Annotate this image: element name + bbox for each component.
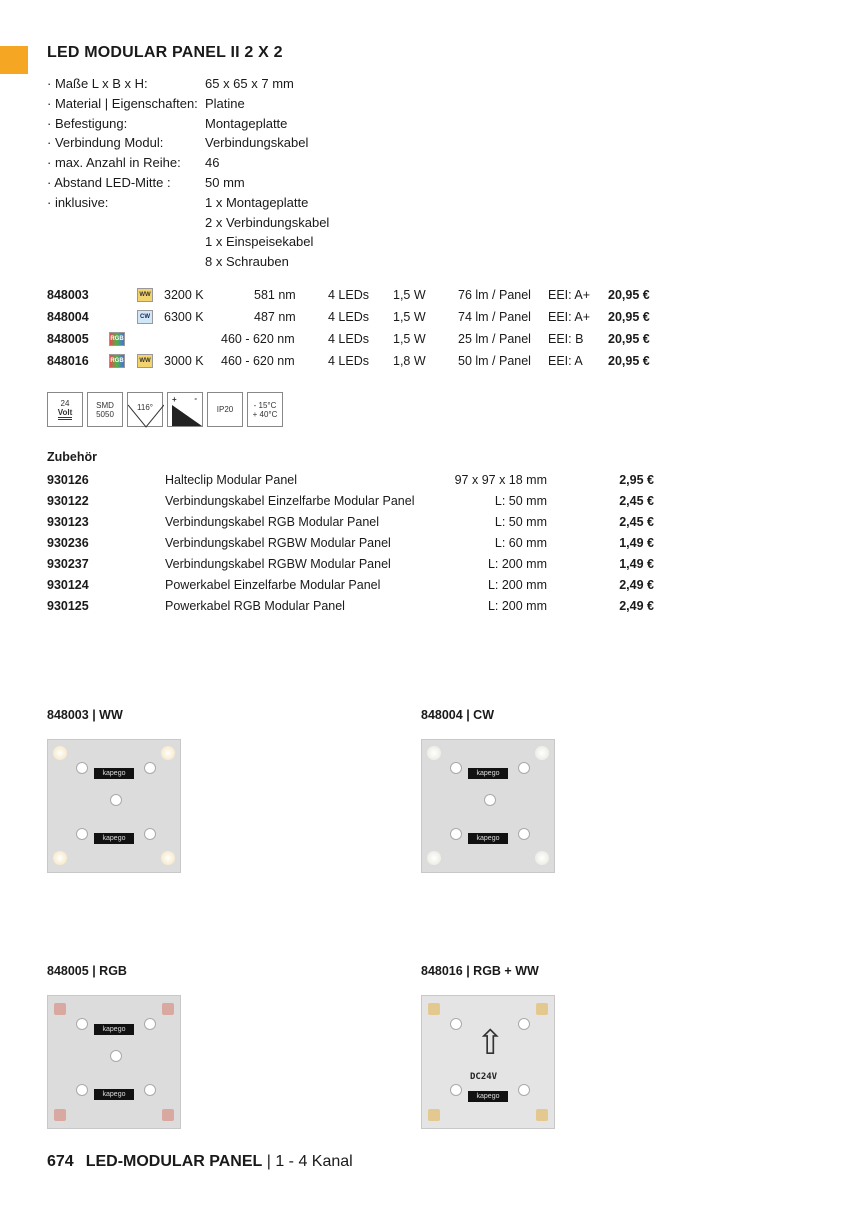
- brand-logo: kapego: [468, 768, 508, 779]
- accessory-size: L: 200 mm: [487, 557, 547, 571]
- price: 2,49 €: [619, 599, 654, 613]
- led-icon: [535, 746, 549, 760]
- accessory-name: Powerkabel RGB Modular Panel: [165, 599, 345, 613]
- brand-logo: kapego: [94, 833, 134, 844]
- spec-label: · max. Anzahl in Reihe:: [47, 155, 181, 171]
- spec-row: [47, 232, 329, 252]
- wavelength: 487 nm: [254, 310, 296, 324]
- cw-badge-icon: CW: [137, 310, 153, 324]
- accessory-size: L: 60 mm: [494, 536, 547, 550]
- brand-logo: kapego: [468, 1091, 508, 1102]
- spec-label: [47, 252, 205, 272]
- article-number: 930122: [47, 494, 89, 508]
- temperature-range-icon: [247, 392, 283, 427]
- product-caption-cw: 848004 | CW: [421, 708, 494, 722]
- product-image-rgb: [47, 995, 181, 1129]
- led-icon: [54, 1003, 66, 1015]
- dim-minus: -: [194, 394, 197, 403]
- page-footer: [47, 1153, 353, 1171]
- led-icon: [162, 1003, 174, 1015]
- mount-hole-icon: [76, 1084, 88, 1096]
- product-row: [47, 285, 667, 307]
- spec-row: [47, 133, 329, 153]
- arrow-up-icon: ⇧: [476, 1024, 505, 1062]
- accessory-name: Verbindungskabel RGBW Modular Panel: [165, 536, 391, 550]
- spec-label: [47, 232, 205, 252]
- voltage-value: 24: [60, 399, 70, 408]
- luminous-flux: 50 lm / Panel: [458, 354, 531, 368]
- price: 20,95 €: [608, 288, 650, 302]
- brand-logo: kapego: [94, 768, 134, 779]
- product-table: [47, 285, 667, 373]
- price: 1,49 €: [619, 536, 654, 550]
- rgb-badge-icon: RGB: [109, 354, 125, 368]
- spec-label: · Befestigung:: [47, 115, 128, 131]
- page-title: LED MODULAR PANEL II 2 X 2: [47, 44, 283, 61]
- article-number: 930123: [47, 515, 89, 529]
- accessory-name: Verbindungskabel RGBW Modular Panel: [165, 557, 391, 571]
- spec-label: [47, 213, 205, 233]
- spec-value: Verbindungskabel: [205, 135, 309, 151]
- spec-value: 65 x 65 x 7 mm: [205, 76, 294, 91]
- mount-hole-icon: [518, 762, 530, 774]
- spec-label: · Verbindung Modul:: [47, 135, 164, 151]
- temp-min: - 15°C: [253, 400, 277, 410]
- led-icon: [53, 746, 67, 760]
- voltage-unit: Volt: [58, 408, 73, 420]
- mount-hole-icon: [450, 828, 462, 840]
- caption-id: 848016: [421, 964, 463, 978]
- spec-row: [47, 193, 329, 213]
- led-icon: [536, 1003, 548, 1015]
- beam-angle-value: 116°: [137, 403, 153, 412]
- spec-label: · Material | Eigenschaften:: [47, 95, 198, 111]
- led-count: 4 LEDs: [328, 332, 369, 346]
- accessory-row: [47, 534, 657, 555]
- spec-row: [47, 153, 329, 173]
- spec-row: [47, 74, 329, 94]
- product-row: [47, 329, 667, 351]
- spec-row: [47, 173, 329, 193]
- mount-hole-icon: [144, 828, 156, 840]
- color-temperature: 3200 K: [164, 288, 204, 302]
- wavelength: 460 - 620 nm: [221, 332, 295, 346]
- spec-label: · Maße L x B x H:: [47, 76, 148, 91]
- mount-hole-icon: [144, 1084, 156, 1096]
- accessory-name: Verbindungskabel Einzelfarbe Modular Panel: [165, 494, 415, 508]
- brand-logo: kapego: [468, 833, 508, 844]
- caption-type: RGB + WW: [473, 964, 539, 978]
- brand-logo: kapego: [94, 1089, 134, 1100]
- accessory-row: [47, 492, 657, 513]
- article-number: 930125: [47, 599, 89, 613]
- page-number: 674: [47, 1153, 74, 1170]
- mount-hole-icon: [450, 1018, 462, 1030]
- smd-label: SMD: [96, 400, 114, 410]
- led-icon: [162, 1109, 174, 1121]
- price: 2,95 €: [619, 473, 654, 487]
- energy-class: EEI: A+: [548, 310, 591, 324]
- product-image-ww: [47, 739, 181, 873]
- accessory-size: L: 200 mm: [487, 578, 547, 592]
- spec-value: 2 x Verbindungskabel: [205, 214, 330, 230]
- power: 1,8 W: [393, 354, 426, 368]
- accessories-table: [47, 471, 657, 618]
- spec-row: [47, 213, 329, 233]
- price: 20,95 €: [608, 332, 650, 346]
- spec-value: 1 x Einspeisekabel: [205, 234, 314, 250]
- spec-value: Platine: [205, 95, 245, 111]
- mount-hole-icon: [450, 762, 462, 774]
- accessory-name: Verbindungskabel RGB Modular Panel: [165, 515, 380, 529]
- article-number: 848005: [47, 332, 89, 346]
- led-icon: [427, 746, 441, 760]
- article-number: 930124: [47, 578, 89, 592]
- footer-subtitle: | 1 - 4 Kanal: [266, 1153, 353, 1170]
- spec-value: 50 mm: [205, 174, 245, 190]
- spec-value: 8 x Schrauben: [205, 254, 289, 270]
- feature-icons: [47, 392, 283, 427]
- led-icon: [427, 851, 441, 865]
- price: 2,45 €: [619, 515, 654, 529]
- mount-hole-icon: [144, 1018, 156, 1030]
- wavelength: 460 - 620 nm: [221, 354, 295, 368]
- spec-label: · inklusive:: [47, 194, 109, 210]
- mount-hole-icon: [110, 1050, 122, 1062]
- color-temperature: 6300 K: [164, 310, 204, 324]
- price: 2,45 €: [619, 494, 654, 508]
- luminous-flux: 76 lm / Panel: [458, 288, 531, 302]
- luminous-flux: 25 lm / Panel: [458, 332, 531, 346]
- ip-value: IP20: [216, 405, 234, 414]
- spec-row: [47, 114, 329, 134]
- power: 1,5 W: [393, 288, 426, 302]
- caption-id: 848005: [47, 964, 89, 978]
- mount-hole-icon: [110, 794, 122, 806]
- article-number: 930237: [47, 557, 89, 571]
- beam-angle-icon: [127, 392, 163, 427]
- spec-row: [47, 94, 329, 114]
- energy-class: EEI: A+: [548, 288, 591, 302]
- mount-hole-icon: [76, 1018, 88, 1030]
- dimmable-icon: [167, 392, 203, 427]
- accessory-name: Powerkabel Einzelfarbe Modular Panel: [165, 578, 381, 592]
- article-number: 848004: [47, 310, 89, 324]
- article-number: 930126: [47, 473, 89, 487]
- price: 2,49 €: [619, 578, 654, 592]
- caption-type: RGB: [99, 964, 127, 978]
- brand-logo: kapego: [94, 1024, 134, 1035]
- led-icon: [428, 1003, 440, 1015]
- price: 20,95 €: [608, 310, 650, 324]
- price: 1,49 €: [619, 557, 654, 571]
- footer-title: LED-MODULAR PANEL: [85, 1153, 263, 1170]
- mount-hole-icon: [144, 762, 156, 774]
- led-icon: [161, 851, 175, 865]
- mount-hole-icon: [76, 762, 88, 774]
- spec-value: 46: [205, 155, 220, 171]
- led-icon: [161, 746, 175, 760]
- temp-max: + 40°C: [252, 409, 278, 419]
- accessory-row: [47, 555, 657, 576]
- color-temperature: 3000 K: [164, 354, 204, 368]
- mount-hole-icon: [518, 828, 530, 840]
- mount-hole-icon: [450, 1084, 462, 1096]
- led-count: 4 LEDs: [328, 310, 369, 324]
- power: 1,5 W: [393, 332, 426, 346]
- led-icon: [535, 851, 549, 865]
- article-number: 848016: [47, 354, 89, 368]
- product-image-cw: [421, 739, 555, 873]
- led-icon: [53, 851, 67, 865]
- voltage-marking: DC24V: [470, 1072, 498, 1082]
- accessory-size: L: 200 mm: [487, 599, 547, 613]
- energy-class: EEI: B: [548, 332, 584, 346]
- led-icon: [428, 1109, 440, 1121]
- caption-id: 848003: [47, 708, 89, 722]
- wavelength: 581 nm: [254, 288, 296, 302]
- dim-plus: +: [172, 395, 177, 404]
- accessories-heading: Zubehör: [47, 450, 97, 464]
- spec-row: [47, 252, 329, 272]
- accessory-size: 97 x 97 x 18 mm: [454, 473, 547, 487]
- smd-type: 5050: [96, 409, 114, 419]
- led-count: 4 LEDs: [328, 354, 369, 368]
- mount-hole-icon: [76, 828, 88, 840]
- caption-type: WW: [99, 708, 123, 722]
- accessory-row: [47, 597, 657, 618]
- product-caption-ww: 848003 | WW: [47, 708, 123, 722]
- caption-type: CW: [473, 708, 494, 722]
- article-number: 848003: [47, 288, 89, 302]
- mount-hole-icon: [518, 1084, 530, 1096]
- energy-class: EEI: A: [548, 354, 583, 368]
- mount-hole-icon: [518, 1018, 530, 1030]
- accessory-row: [47, 576, 657, 597]
- price: 20,95 €: [608, 354, 650, 368]
- voltage-icon: [47, 392, 83, 427]
- rgb-badge-icon: RGB: [109, 332, 125, 346]
- spec-label: · Abstand LED-Mitte :: [47, 174, 171, 190]
- spec-value: 1 x Montageplatte: [205, 194, 309, 210]
- accessory-name: Halteclip Modular Panel: [165, 473, 298, 487]
- product-caption-rgb-ww: 848016 | RGB + WW: [421, 964, 539, 978]
- luminous-flux: 74 lm / Panel: [458, 310, 531, 324]
- accessory-size: L: 50 mm: [494, 494, 547, 508]
- power: 1,5 W: [393, 310, 426, 324]
- mount-hole-icon: [484, 794, 496, 806]
- ww-badge-icon: WW: [137, 288, 153, 302]
- accessory-size: L: 50 mm: [494, 515, 547, 529]
- ww-badge-icon: WW: [137, 354, 153, 368]
- spec-value: Montageplatte: [205, 115, 288, 131]
- spec-list: [47, 74, 329, 272]
- led-icon: [54, 1109, 66, 1121]
- product-caption-rgb: 848005 | RGB: [47, 964, 127, 978]
- accessory-row: [47, 513, 657, 534]
- article-number: 930236: [47, 536, 89, 550]
- accessory-row: [47, 471, 657, 492]
- product-row: [47, 351, 667, 373]
- smd-icon: [87, 392, 123, 427]
- product-image-rgb-ww: [421, 995, 555, 1129]
- led-icon: [536, 1109, 548, 1121]
- product-row: [47, 307, 667, 329]
- ip-rating-icon: [207, 392, 243, 427]
- section-tab-marker: [0, 46, 28, 74]
- led-count: 4 LEDs: [328, 288, 369, 302]
- caption-id: 848004: [421, 708, 463, 722]
